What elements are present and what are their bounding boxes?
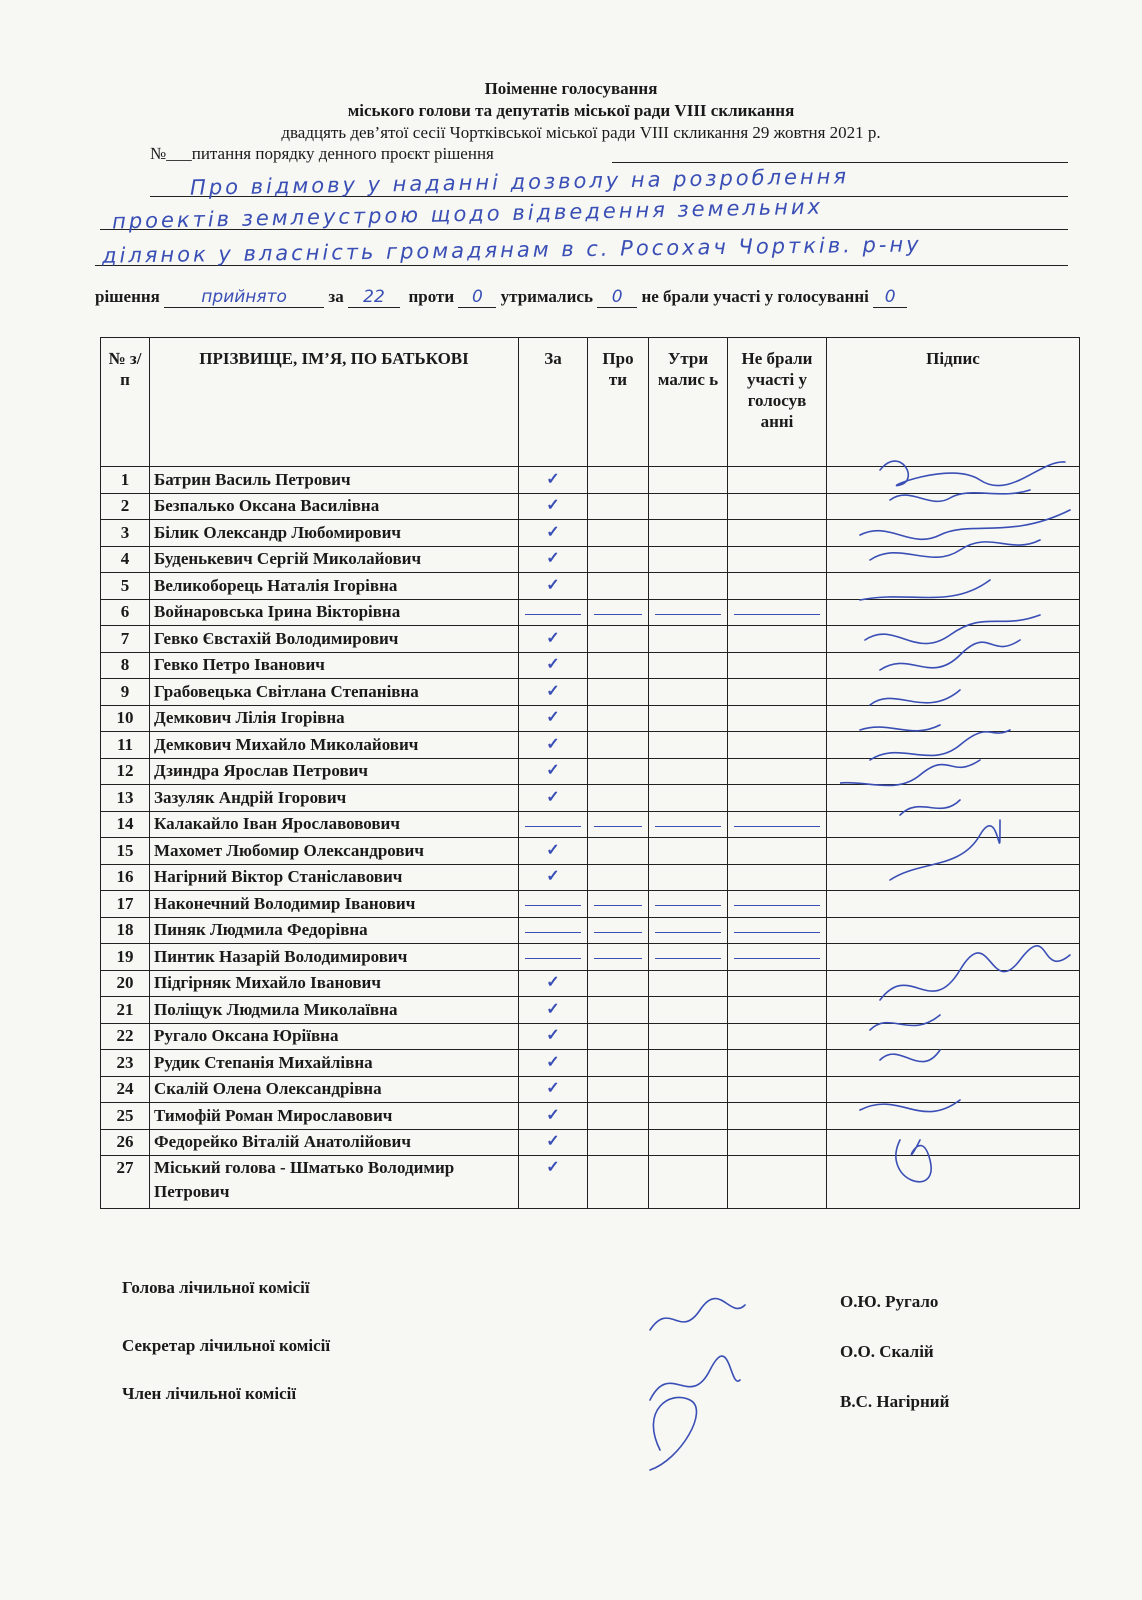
utrym-cell [649,467,728,494]
utrym-cell [649,599,728,626]
nebraly-cell [728,864,827,891]
nebraly-cell [728,891,827,918]
name: Калакайло Іван Ярославовович [150,811,519,838]
signature-27 [896,1140,931,1182]
header-signature: Підпис [827,338,1080,467]
num: 2 [101,493,150,520]
signature-20 [880,946,1070,1000]
name: Нагірний Віктор Станіславович [150,864,519,891]
nebraly-cell [728,626,827,653]
za-cell: ✓ [519,1076,588,1103]
name: Ругало Оксана Юріївна [150,1023,519,1050]
za-cell [519,917,588,944]
signature-scribbles [840,440,1080,1200]
name: Дзиндра Ярослав Петрович [150,758,519,785]
nebraly-cell [728,546,827,573]
name: Гевко Євстахій Володимирович [150,626,519,653]
header-num: № з/п [101,338,150,467]
proty-cell [588,1103,649,1130]
utrym-cell [649,732,728,759]
name: Скалій Олена Олександрівна [150,1076,519,1103]
utrym-cell [649,785,728,812]
utrym-cell [649,1129,728,1156]
num: 12 [101,758,150,785]
num: 15 [101,838,150,865]
proty-cell [588,493,649,520]
za-cell: ✓ [519,546,588,573]
name: Войнаровська Ірина Вікторівна [150,599,519,626]
num: 7 [101,626,150,653]
za-value: 22 [348,287,400,308]
nebraly-cell [728,944,827,971]
nebraly-cell [728,1050,827,1077]
proty-value: 0 [458,287,496,308]
num: 17 [101,891,150,918]
chair-label: Голова лічильної комісії [122,1278,310,1297]
num: 9 [101,679,150,706]
za-cell [519,599,588,626]
nebraly-cell [728,493,827,520]
signature-21 [870,1015,940,1030]
name: Пиняк Людмила Федорівна [150,917,519,944]
za-cell: ✓ [519,1103,588,1130]
question-rule [612,162,1068,163]
name: Грабовецька Світлана Степанівна [150,679,519,706]
subject-handwriting-3: ділянок у власність громадянам в с. Росохач Чортків. р-ну [101,232,922,268]
name: Федорейко Віталій Анатолійович [150,1129,519,1156]
proty-cell [588,573,649,600]
secretary-name: О.О. Скалій [840,1342,934,1361]
proty-label: проти [408,287,455,306]
za-cell: ✓ [519,758,588,785]
num: 25 [101,1103,150,1130]
session-line: двадцять дев’ятої сесії Чортківської міської ради VIII скликання 29 жовтня 2021 р. [281,123,881,142]
utrym-cell [649,546,728,573]
name: Поліщук Людмила Миколаївна [150,997,519,1024]
proty-cell [588,1050,649,1077]
proty-cell [588,599,649,626]
za-cell: ✓ [519,705,588,732]
decision-line [95,287,907,308]
signature-5 [860,580,990,600]
proty-cell [588,811,649,838]
za-cell: ✓ [519,652,588,679]
utrym-cell [649,1050,728,1077]
signature-9 [870,690,960,705]
num: 1 [101,467,150,494]
num: 10 [101,705,150,732]
num: 20 [101,970,150,997]
za-cell: ✓ [519,520,588,547]
signature-4 [870,540,1040,560]
utrym-cell [649,520,728,547]
proty-cell [588,838,649,865]
proty-cell [588,732,649,759]
nebraly-cell [728,1023,827,1050]
utrym-cell [649,652,728,679]
signature-3 [860,510,1070,539]
utrym-cell [649,1076,728,1103]
nebraly-cell [728,467,827,494]
nebraly-cell [728,970,827,997]
member-label: Член лічильної комісії [122,1384,297,1403]
name: Батрин Василь Петрович [150,467,519,494]
za-cell: ✓ [519,1023,588,1050]
chair-signature [650,1299,745,1330]
za-label: за [328,287,344,306]
nebraly-cell [728,997,827,1024]
decision-value: прийнято [164,287,324,308]
num: 24 [101,1076,150,1103]
proty-cell [588,652,649,679]
subject-handwriting-1: Про відмову у наданні дозволу на розроблення [189,164,850,200]
name: Наконечний Володимир Іванович [150,891,519,918]
signature-12 [840,760,980,790]
proty-cell [588,970,649,997]
za-cell: ✓ [519,1129,588,1156]
secretary-label: Секретар лічильної комісії [122,1336,331,1355]
commission-signatures [630,1290,760,1480]
num: 8 [101,652,150,679]
proty-cell [588,546,649,573]
nebraly-cell [728,1076,827,1103]
proty-cell [588,1156,649,1209]
proty-cell [588,705,649,732]
name: Демкович Лілія Ігорівна [150,705,519,732]
num: 27 [101,1156,150,1209]
header-utrym: Утри малис ь [649,338,728,467]
nebraly-cell [728,758,827,785]
utrym-cell [649,891,728,918]
za-cell [519,811,588,838]
num: 14 [101,811,150,838]
proty-cell [588,864,649,891]
proty-cell [588,467,649,494]
za-cell: ✓ [519,970,588,997]
za-cell: ✓ [519,493,588,520]
num: 3 [101,520,150,547]
za-cell: ✓ [519,864,588,891]
nebraly-cell [728,838,827,865]
nebraly-cell [728,1156,827,1209]
za-cell: ✓ [519,838,588,865]
za-cell: ✓ [519,626,588,653]
utrym-cell [649,1103,728,1130]
signature-22 [880,1050,940,1062]
proty-cell [588,626,649,653]
utrym-cell [649,626,728,653]
document-header [0,78,1142,144]
proty-cell [588,1023,649,1050]
signature-11 [870,730,1010,760]
nebraly-cell [728,573,827,600]
chair-name: О.Ю. Ругало [840,1292,939,1311]
utrym-value: 0 [597,287,637,308]
za-cell: ✓ [519,467,588,494]
name: Міський голова - Шматько Володимир Петрович [150,1156,519,1209]
nebraly-cell [728,679,827,706]
proty-cell [588,1129,649,1156]
signature-7 [865,615,1040,644]
utrym-cell [649,758,728,785]
num: 23 [101,1050,150,1077]
proty-cell [588,520,649,547]
nebraly-cell [728,705,827,732]
proty-cell [588,785,649,812]
za-cell: ✓ [519,997,588,1024]
nebraly-cell [728,599,827,626]
name: Зазуляк Андрій Ігорович [150,785,519,812]
proty-cell [588,679,649,706]
doc-subtitle: міського голови та депутатів міської ради VIII скликання [347,101,795,120]
num: 4 [101,546,150,573]
name: Буденькевич Сергій Миколайович [150,546,519,573]
num: 18 [101,917,150,944]
utrym-cell [649,811,728,838]
num: 11 [101,732,150,759]
member-name: В.С. Нагірний [840,1392,950,1411]
proty-cell [588,1076,649,1103]
name: Великоборець Наталія Ігорівна [150,573,519,600]
name: Демкович Михайло Миколайович [150,732,519,759]
utrym-cell [649,997,728,1024]
subject-handwriting-2: проектів землеустрою щодо відведення земельних [111,194,824,234]
secretary-signature [650,1356,740,1400]
name: Підгірняк Михайло Іванович [150,970,519,997]
nebraly-cell [728,652,827,679]
name: Гевко Петро Іванович [150,652,519,679]
utrym-cell [649,944,728,971]
nebraly-value: 0 [873,287,907,308]
za-cell [519,891,588,918]
utrym-cell [649,838,728,865]
proty-cell [588,917,649,944]
name: Білик Олександр Любомирович [150,520,519,547]
header-name: ПРІЗВИЩЕ, ІМ’Я, ПО БАТЬКОВІ [150,338,519,467]
num: 26 [101,1129,150,1156]
num: 16 [101,864,150,891]
signature-8 [880,640,1020,670]
utrym-cell [649,970,728,997]
name: Пинтик Назарій Володимирович [150,944,519,971]
za-cell: ✓ [519,1156,588,1209]
nebraly-cell [728,1129,827,1156]
question-line [150,144,494,164]
utrym-cell [649,679,728,706]
proty-cell [588,891,649,918]
header-nebraly: Не брали участі у голосув анні [728,338,827,467]
decision-label: рішення [95,287,160,306]
signature-10 [860,725,940,731]
nebraly-cell [728,785,827,812]
nebraly-cell [728,520,827,547]
proty-cell [588,758,649,785]
name: Безпалько Оксана Василівна [150,493,519,520]
za-cell: ✓ [519,785,588,812]
proty-cell [588,944,649,971]
name: Тимофій Роман Мирославович [150,1103,519,1130]
utrym-label: утримались [500,287,593,306]
za-cell [519,944,588,971]
utrym-cell [649,917,728,944]
doc-title: Поіменне голосування [484,79,658,98]
num: 5 [101,573,150,600]
nebraly-label: не брали участі у голосуванні [641,287,869,306]
utrym-cell [649,493,728,520]
utrym-cell [649,864,728,891]
nebraly-cell [728,732,827,759]
signature-13 [900,800,960,815]
signature-2 [890,490,1030,501]
nebraly-cell [728,917,827,944]
proty-cell [588,997,649,1024]
member-signature [650,1397,696,1470]
signature-16 [890,820,1000,880]
za-cell: ✓ [519,732,588,759]
utrym-cell [649,705,728,732]
name: Махомет Любомир Олександрович [150,838,519,865]
za-cell: ✓ [519,573,588,600]
signature-1 [880,461,1065,486]
num: 6 [101,599,150,626]
header-za: За [519,338,588,467]
utrym-cell [649,573,728,600]
num: 22 [101,1023,150,1050]
nebraly-cell [728,811,827,838]
num: 21 [101,997,150,1024]
num: 19 [101,944,150,971]
signature-24 [860,1100,960,1112]
question-prefix: №___питання порядку денного проєкт рішення [150,144,494,163]
name: Рудик Степанія Михайлівна [150,1050,519,1077]
header-proty: Про ти [588,338,649,467]
za-cell: ✓ [519,1050,588,1077]
utrym-cell [649,1023,728,1050]
num: 13 [101,785,150,812]
nebraly-cell [728,1103,827,1130]
za-cell: ✓ [519,679,588,706]
utrym-cell [649,1156,728,1209]
